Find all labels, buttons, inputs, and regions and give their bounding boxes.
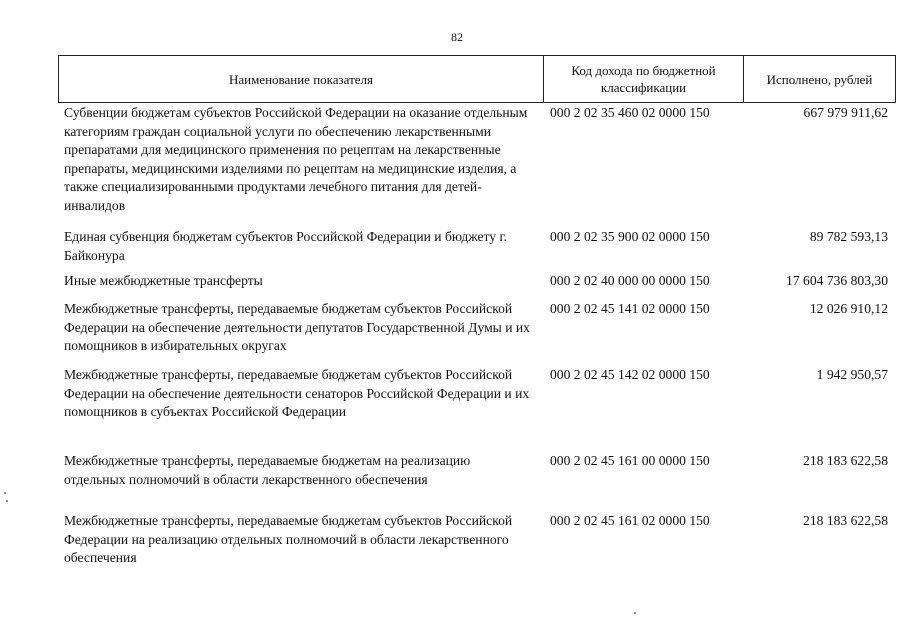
row-amount: 218 183 622,58 — [803, 453, 888, 468]
row-name: Единая субвенция бюджетам субъектов Российской Федерации и бюджету г. Байконура — [64, 229, 507, 263]
row-code: 000 2 02 45 161 02 0000 150 — [550, 513, 710, 528]
row-code: 000 2 02 40 000 00 0000 150 — [550, 273, 710, 288]
column-header-code: Код дохода по бюджетной классификации — [544, 56, 744, 102]
row-amount: 12 026 910,12 — [809, 301, 888, 316]
row-name: Иные межбюджетные трансферты — [64, 273, 263, 288]
scan-speck — [4, 492, 6, 494]
column-header-name: Наименование показателя — [59, 56, 544, 102]
row-name: Межбюджетные трансферты, передаваемые бюджетам субъектов Российской Федерации на обеспечение деятельности депутатов Государственной Думы и их помощников в избирательных округах — [64, 301, 530, 353]
table-header — [58, 55, 896, 103]
row-name: Межбюджетные трансферты, передаваемые бюджетам на реализацию отдельных полномочий в области лекарственного обеспечения — [64, 453, 471, 487]
page-number: 82 — [451, 30, 463, 44]
row-code: 000 2 02 45 161 00 0000 150 — [550, 453, 710, 468]
scan-speck — [6, 500, 8, 502]
row-name: Межбюджетные трансферты, передаваемые бюджетам субъектов Российской Федерации на реализацию отдельных полномочий в области лекарственного обеспечения — [64, 513, 513, 565]
row-name: Межбюджетные трансферты, передаваемые бюджетам субъектов Российской Федерации на обеспечение деятельности сенаторов Российской Федерации и их помощников в субъектах Российской Федерации — [64, 367, 530, 419]
row-amount: 667 979 911,62 — [803, 105, 888, 120]
row-amount: 1 942 950,57 — [816, 367, 888, 382]
row-code: 000 2 02 35 460 02 0000 150 — [550, 105, 710, 120]
row-code: 000 2 02 45 141 02 0000 150 — [550, 301, 710, 316]
row-amount: 89 782 593,13 — [809, 229, 888, 244]
row-code: 000 2 02 35 900 02 0000 150 — [550, 229, 710, 244]
column-header-executed: Исполнено, рублей — [766, 71, 873, 87]
row-name: Субвенции бюджетам субъектов Российской Федерации на оказание отдельным категориям граждан социальной услуги по обеспечению лекарственными препаратами для медицинского применения по рецептам на лекарственные препараты, медицинскими изделиями по рецептам на медицинские изделия, а также специализированными продуктами лечебного питания для детей-инвалидов — [64, 105, 528, 213]
scan-speck — [634, 612, 636, 614]
row-amount: 218 183 622,58 — [803, 513, 888, 528]
row-code: 000 2 02 45 142 02 0000 150 — [550, 367, 710, 382]
row-amount: 17 604 736 803,30 — [786, 273, 888, 288]
